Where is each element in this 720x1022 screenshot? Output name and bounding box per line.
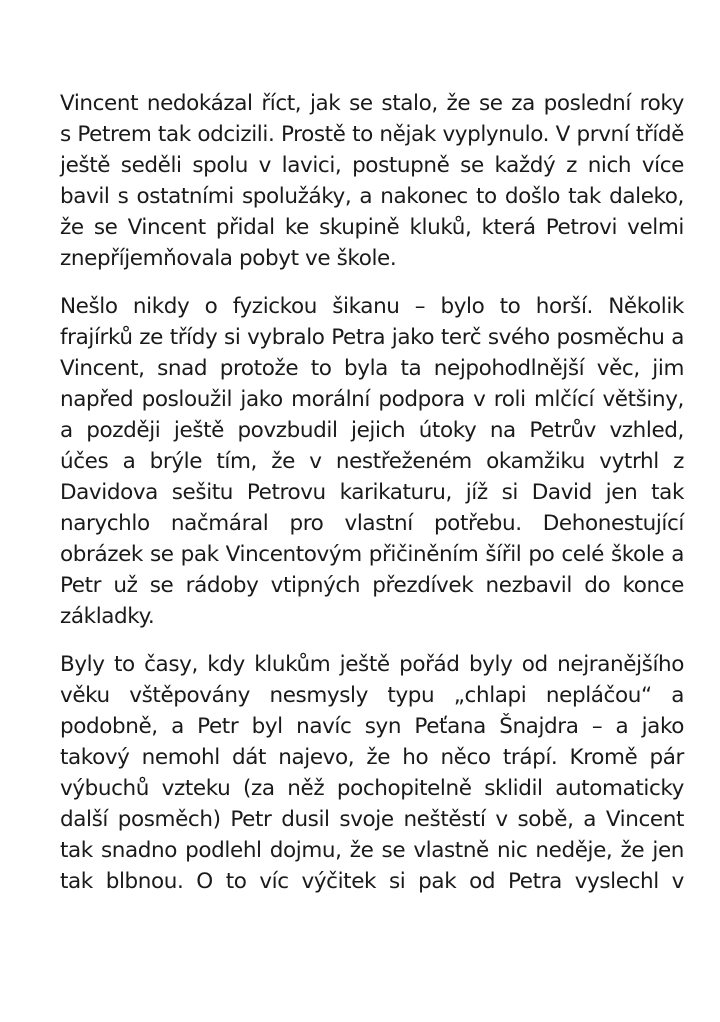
text-line: narychlo načmáral pro vlastní potřebu. Dehonestující bbox=[60, 511, 684, 536]
text-line: účes a brýle tím, že v nestřeženém okamžiku vytrhl z bbox=[60, 449, 684, 474]
text-line: Petr už se rádoby vtipných přezdívek nezbavil do konce bbox=[60, 573, 684, 598]
text-line: takový nemohl dát najevo, že ho něco trápí. Kromě pár bbox=[60, 745, 684, 770]
text-line: a později ještě povzbudil jejich útoky na Petrův vzhled, bbox=[60, 418, 684, 443]
text-line: tak snadno podlehl dojmu, že se vlastně nic neděje, že jen bbox=[60, 838, 684, 863]
text-line: frajírků ze třídy si vybralo Petra jako terč svého posměchu a bbox=[60, 325, 684, 350]
text-line: tak blbnou. O to víc výčitek si pak od Petra vyslechl v bbox=[60, 869, 684, 894]
document-page bbox=[36, 88, 684, 914]
text-line: věku vštěpovány nesmysly typu „chlapi nepláčou“ a bbox=[60, 683, 684, 708]
text-line: napřed posloužil jako morální podpora v roli mlčící většiny, bbox=[60, 387, 684, 412]
text-line: znepříjemňovala pobyt ve škole. bbox=[60, 246, 397, 271]
text-line: Nešlo nikdy o fyzickou šikanu – bylo to horší. Několik bbox=[60, 294, 684, 319]
text-line: obrázek se pak Vincentovým přičiněním šířil po celé škole a bbox=[60, 542, 684, 567]
text-line: Vincent, snad protože to byla ta nejpohodlnější věc, jim bbox=[60, 356, 684, 381]
text-line: s Petrem tak odcizili. Prostě to nějak vyplynulo. V první třídě bbox=[60, 122, 684, 147]
paragraph-3 bbox=[36, 649, 684, 897]
text-line: výbuchů vzteku (za něž pochopitelně sklidil automaticky bbox=[60, 776, 684, 801]
text-line: že se Vincent přidal ke skupině kluků, která Petrovi velmi bbox=[60, 215, 684, 240]
text-line: Davidova sešitu Petrovu karikaturu, jíž si David jen tak bbox=[60, 480, 684, 505]
text-line: Byly to časy, kdy klukům ještě pořád byly od nejranějšího bbox=[60, 652, 684, 677]
text-line: ještě seděli spolu v lavici, postupně se každý z nich více bbox=[60, 153, 684, 178]
paragraph-2 bbox=[36, 291, 684, 632]
text-line: Vincent nedokázal říct, jak se stalo, že se za poslední roky bbox=[60, 91, 684, 116]
text-line: bavil s ostatními spolužáky, a nakonec to došlo tak daleko, bbox=[60, 184, 684, 209]
text-line: základky. bbox=[60, 604, 155, 629]
paragraph-1 bbox=[36, 88, 684, 274]
text-line: další posměch) Petr dusil svoje neštěstí v sobě, a Vincent bbox=[60, 807, 684, 832]
text-line: podobně, a Petr byl navíc syn Peťana Šnajdra – a jako bbox=[60, 714, 684, 739]
